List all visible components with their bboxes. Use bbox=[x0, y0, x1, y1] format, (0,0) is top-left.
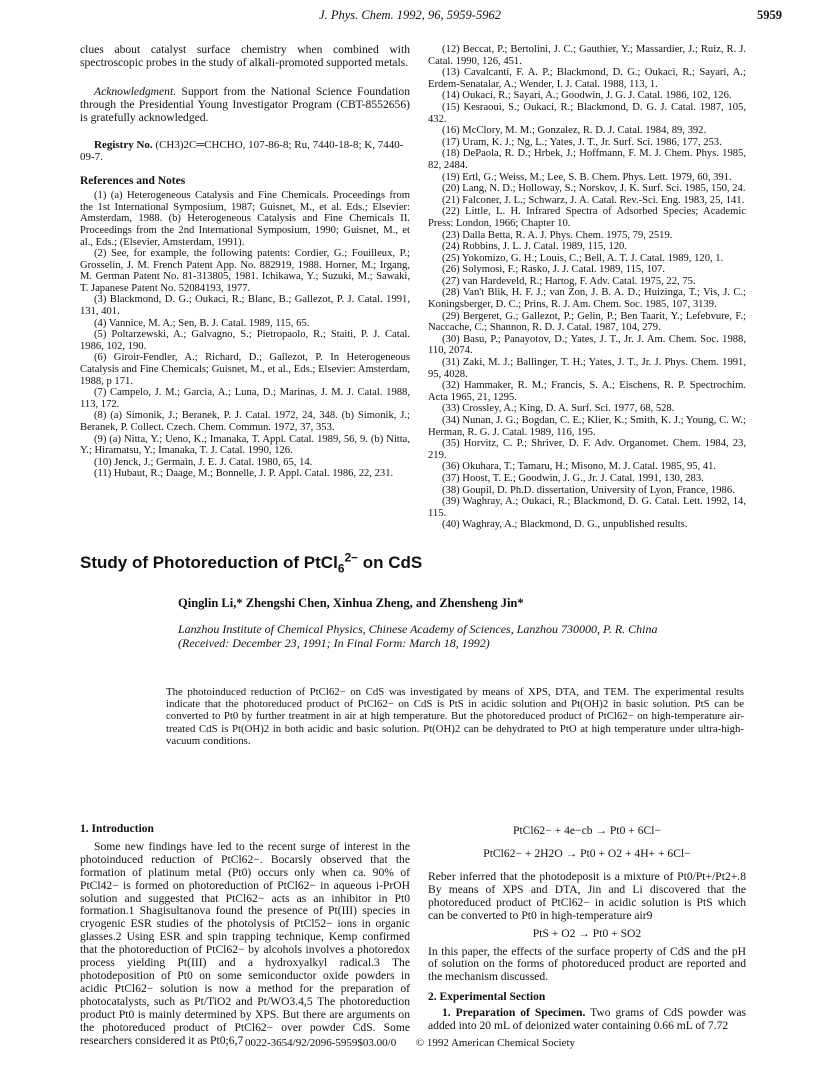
reference-item: (23) Dalla Betta, R. A. J. Phys. Chem. 1975, 79, 2519. bbox=[442, 229, 673, 241]
closing-paragraph: clues about catalyst surface chemistry when combined with spectroscopic probes in the study of alkali-promoted supported metals. bbox=[80, 43, 410, 69]
reference-item: (24) Robbins, J. L. J. Catal. 1989, 115, 120. bbox=[442, 241, 627, 253]
registry-text: (CH3)2C═CHCHO, 107-86-8; Ru, 7440-18-8; K, 7440-09-7. bbox=[80, 138, 404, 164]
reference-item: (16) McClory, M. M.; Gonzalez, R. D. J. Catal. 1984, 89, 392. bbox=[442, 125, 707, 137]
reference-item: (32) Hammaker, R. M.; Francis, S. A.; Eischens, R. P. Spectrochim. Acta 1965, 21, 1295. bbox=[428, 380, 746, 403]
section-heading-experimental: 2. Experimental Section bbox=[428, 991, 546, 1004]
reference-item: (36) Okuhara, T.; Tamaru, H.; Misono, M. J. Catal. 1985, 95, 41. bbox=[442, 461, 717, 473]
reference-item: (27) van Hardeveld, R.; Hartog, F. Adv. Catal. 1975, 22, 75. bbox=[442, 275, 696, 287]
author-list: Qinglin Li,* Zhengshi Chen, Xinhua Zheng, and Zhensheng Jin* bbox=[178, 596, 524, 610]
reference-item: (25) Yokomizo, G. H.; Louis, C.; Bell, A. T. J. Catal. 1989, 120, 1. bbox=[442, 252, 724, 264]
reber-paragraph: Reber inferred that the photodeposit is a mixture of Pt0/Pt+/Pt2+.8 By means of XPS and DTA, Jin and Li discovered that the photoreduced product of PtCl62− in acidic solution is PtS which can be converted to Pt0 in high-temperature air9 bbox=[428, 870, 746, 922]
affiliation-block bbox=[178, 622, 738, 650]
article-left-column bbox=[80, 823, 410, 1047]
reference-item: (6) Giroir-Fendler, A.; Richard, D.; Gallezot, P. In Heterogeneous Catalysis and Fine Chemicals; Guisnet, M., et al., Eds.; Elsevier: Amsterdam, 1988, p 171. bbox=[80, 352, 410, 387]
reference-item: (10) Jenck, J.; Germain, J. E. J. Catal. 1980, 65, 14. bbox=[94, 456, 313, 468]
reference-item: (17) Uram, K. J.; Ng, L.; Yates, J. T., Jr. Surf. Sci. 1986, 177, 253. bbox=[442, 136, 722, 148]
reference-item: (1) (a) Heterogeneous Catalysis and Fine Chemicals. Proceedings from the 1st International Symposium, 1987; Guisnet, M., et al. Eds.; Elsevier: Amsterdam, 1988. (b) Heterogeneous Catalysis and Fine Chemicals II. Proceedings from the 2nd International Symposium, 1990; Guisnet, M., et al., Eds.; (Elsevier, Amsterdam, 1991). bbox=[80, 190, 410, 248]
reference-item: (31) Zaki, M. J.; Ballinger, T. H.; Yates, J. T., Jr. J. Phys. Chem. 1991, 95, 4028. bbox=[428, 357, 746, 380]
reference-item: (39) Waghray, A.; Oukaci, R.; Blackmond, D. G. Catal. Lett. 1992, 14, 115. bbox=[428, 496, 746, 519]
reference-item: (29) Bergeret, G.; Gallezot, P.; Gelin, P.; Ben Taarit, Y.; Lefebvure, F.; Naccache, C.; Shannon, R. D. J. Catal. 1987, 104, 279. bbox=[428, 310, 746, 334]
journal-citation: J. Phys. Chem. 1992, 96, 5959-5962 bbox=[319, 8, 501, 22]
equation-2 bbox=[428, 841, 746, 865]
article-right-column bbox=[428, 819, 746, 1033]
ack-label: Acknowledgment. bbox=[94, 84, 177, 98]
preparation-text: Two grams of CdS powder was added into 20 mL of deionized water containing 0.66 mL of 7.72 bbox=[428, 1006, 746, 1033]
reference-item: (19) Ertl, G.; Weiss, M.; Lee, S. B. Chem. Phys. Lett. 1979, 60, 391. bbox=[442, 171, 732, 183]
reference-item: (8) (a) Simonik, J.; Beranek, P. J. Catal. 1972, 24, 348. (b) Simonik, J.; Beranek, P. Collect. Czech. Chem. Commun. 1972, 37, 353. bbox=[80, 410, 410, 433]
reference-item: (35) Horvitz, C. P.; Shriver, D. F. Adv. Organomet. Chem. 1984, 23, 219. bbox=[428, 438, 746, 461]
reference-item: (26) Solymosi, F.; Rasko, J. J. Catal. 1989, 115, 107. bbox=[442, 264, 666, 276]
reference-item: (22) Little, L. H. Infrared Spectra of Adsorbed Species; Academic Press: London, 1966; Chapter 10. bbox=[428, 206, 746, 229]
abstract: The photoinduced reduction of PtCl62− on CdS was investigated by means of XPS, DTA, and TEM. The experimental results indicate that the photoreduced product of PtCl62− on CdS is PtS in acidic solution and Pt(OH)2 in basic solution. PtS can be converted to Pt0 by further treatment in air at high temperature. But the photoreduced product of PtCl62− on high-temperature air-treated CdS is Pt(OH)2 in both acidic and basic solution. Pt(OH)2 can be dehydrated to PtO at high temperature under ultra-high-vacuum conditions. bbox=[166, 686, 744, 747]
reference-item: (11) Hubaut, R.; Daage, M.; Bonnelle, J. P. Appl. Catal. 1986, 22, 231. bbox=[94, 468, 394, 480]
title-subscript: 6 bbox=[337, 561, 345, 576]
equation-2-text: PtCl62− + 2H2O → Pt0 + O2 + 4H+ + 6Cl− bbox=[483, 847, 691, 860]
acknowledgment bbox=[80, 86, 410, 125]
references-right bbox=[428, 44, 746, 531]
reference-item: (20) Lang, N. D.; Holloway, S.; Norskov, J. K. Surf. Sci. 1985, 150, 24. bbox=[442, 183, 746, 195]
title-superscript: 2− bbox=[344, 550, 358, 565]
page-footer bbox=[0, 1037, 820, 1049]
equation-1-text: PtCl62− + 4e−cb → Pt0 + 6Cl− bbox=[513, 824, 661, 837]
equation-1 bbox=[428, 819, 746, 841]
reference-item: (38) Goupil, D. Ph.D. dissertation, University of Lyon, France, 1986. bbox=[442, 484, 735, 496]
reference-item: (37) Hoost, T. E.; Goodwin, J. G., Jr. J. Catal. 1991, 130, 283. bbox=[442, 472, 704, 484]
title-end: on CdS bbox=[358, 553, 423, 572]
running-header bbox=[0, 8, 820, 26]
footer-copyright: © 1992 American Chemical Society bbox=[415, 1037, 575, 1049]
reference-item: (3) Blackmond, D. G.; Oukaci, R.; Blanc, B.; Gallezot, P. J. Catal. 1991, 131, 401. bbox=[80, 294, 410, 318]
reference-item: (33) Crossley, A.; King, D. A. Surf. Sci. 1977, 68, 528. bbox=[442, 403, 675, 415]
received-dates: (Received: December 23, 1991; In Final Form: March 18, 1992) bbox=[178, 636, 490, 650]
title-main: Study of Photoreduction of PtCl bbox=[80, 553, 338, 572]
reference-item: (14) Oukaci, R.; Sayari, A.; Goodwin, J. G. J. Catal. 1986, 102, 126. bbox=[442, 90, 732, 102]
reference-item: (18) DePaola, R. D.; Hrbek, J.; Hoffmann, F. M. J. Chem. Phys. 1985, 82, 2484. bbox=[428, 148, 746, 171]
section-heading-introduction: 1. Introduction bbox=[80, 823, 154, 835]
affiliation: Lanzhou Institute of Chemical Physics, Chinese Academy of Sciences, Lanzhou 730000, P. R. China bbox=[178, 622, 658, 636]
preparation-label: 1. Preparation of Specimen. bbox=[442, 1006, 586, 1020]
equation-3: PtS + O2 → Pt0 + SO2 bbox=[532, 926, 642, 940]
footer-code: 0022-3654/92/2096-5959$03.00/0 bbox=[244, 1037, 397, 1049]
prev-article-left-column bbox=[80, 44, 410, 480]
reference-item: (30) Basu, P.; Panayotov, D.; Yates, J. T., Jr. J. Am. Chem. Soc. 1988, 110, 2074. bbox=[428, 333, 746, 357]
reference-item: (5) Poltarzewski, A.; Galvagno, S.; Pietropaolo, R.; Staiti, P. J. Catal. 1986, 102, 190. bbox=[80, 329, 410, 352]
reference-item: (15) Kesraoui, S.; Oukaci, R.; Blackmond, D. G. J. Catal. 1987, 105, 432. bbox=[428, 101, 746, 125]
registry-numbers bbox=[80, 139, 410, 164]
reference-item: (13) Cavalcanti, F. A. P.; Blackmond, D. G.; Oukaci, R.; Sayari, A.; Erdem-Senatalar, A.; Wender, I. J. Catal. 1988, 113, 1. bbox=[428, 67, 746, 90]
paper-aim-paragraph: In this paper, the effects of the surface property of CdS and the pH of solution on the forms of photoreduced product are reported and the mechanism discussed. bbox=[428, 944, 746, 984]
reference-item: (28) Van't Blik, H. F. J.; van Zon, J. B. A. D.; Huizinga, T.; Vis, J. C.; Koningsberger, D. C.; Prins, R. J. Am. Chem. Soc. 1985, 107, 3139. bbox=[428, 287, 746, 311]
references-heading: References and Notes bbox=[80, 174, 186, 187]
reference-item: (9) (a) Nitta, Y.; Ueno, K.; Imanaka, T. Appl. Catal. 1989, 56, 9. (b) Nitta, Y.; Hiramatsu, Y.; Imanaka, T. J. Catal. 1990, 126. bbox=[80, 433, 410, 457]
reference-item: (21) Falconer, J. L.; Schwarz, J. A. Catal. Rev.-Sci. Eng. 1983, 25, 141. bbox=[442, 194, 745, 206]
reference-item: (34) Nunan, J. G.; Bogdan, C. E.; Klier, K.; Smith, K. J.; Young, C. W.; Herman, R. G. J. Catal. 1989, 116, 195. bbox=[428, 415, 746, 438]
introduction-paragraph: Some new findings have led to the recent surge of interest in the photoinduced reduction of PtCl62−. Bocarsly observed that the formation of platinum metal (Pt0) occurs only when ca. 90% of PtCl42− is formed on photoreduction of PtCl62− in aqueous i-PrOH solution and suggested that PtCl62− acts as an inhibitor in Pt0 formation.1 Shagisultanova found the presence of Pt(III) species in cryogenic ESR studies of the photolysis of PtCl52− ions in organic glasses.2 Using ESR and spin trapping technique, Kemp confirmed that the photoreduction of PtCl62− by alcohols involves a photoredox process yielding Pt(III) and a hydroxyalkyl radical.3 The photodeposition of Pt0 on some semiconductor oxide powders in acidic PtCl62− solution is now a method for the preparation of photocatalysts, such as Pt/TiO2 and Pt/WO3.4,5 The photoreduction product Pt0 is mainly determined by XPS. But there are arguments on the photoreduced product of PtCl62− over powder CdS. Some researchers considered it as Pt0;6,7 bbox=[80, 839, 410, 1047]
preparation-paragraph bbox=[428, 1007, 746, 1033]
reference-item: (2) See, for example, the following patents: Cordier, G.; Fouilleux, P.; Grosselin, J. M. French Patent App. No. 882919, 1988. Horner, M.; Irgang, M. German Patent No. 81-313805, 1981. Ichikawa, Y.; Suzuki, M.; Sawaki, T. Japanese Patent No. 52084193, 1977. bbox=[80, 248, 410, 294]
reference-item: (40) Waghray, A.; Blackmond, D. G., unpublished results. bbox=[442, 519, 688, 531]
references-left bbox=[80, 190, 410, 480]
page-number: 5959 bbox=[757, 8, 782, 22]
registry-label: Registry No. bbox=[94, 138, 153, 151]
article-title bbox=[80, 550, 423, 576]
reference-item: (4) Vannice, M. A.; Sen, B. J. Catal. 1989, 115, 65. bbox=[94, 317, 310, 329]
reference-item: (7) Campelo, J. M.; Garcia, A.; Luna, D.; Marinas, J. M. J. Catal. 1988, 113, 172. bbox=[80, 387, 410, 410]
ack-text: Support from the National Science Foundation through the Presidential Young Investigator Program (CBT-8552656) is gratefully acknowledged. bbox=[80, 84, 410, 124]
reference-item: (12) Beccat, P.; Bertolini, J. C.; Gauthier, Y.; Massardier, J.; Ruiz, R. J. Catal. 1990, 126, 451. bbox=[428, 44, 746, 67]
